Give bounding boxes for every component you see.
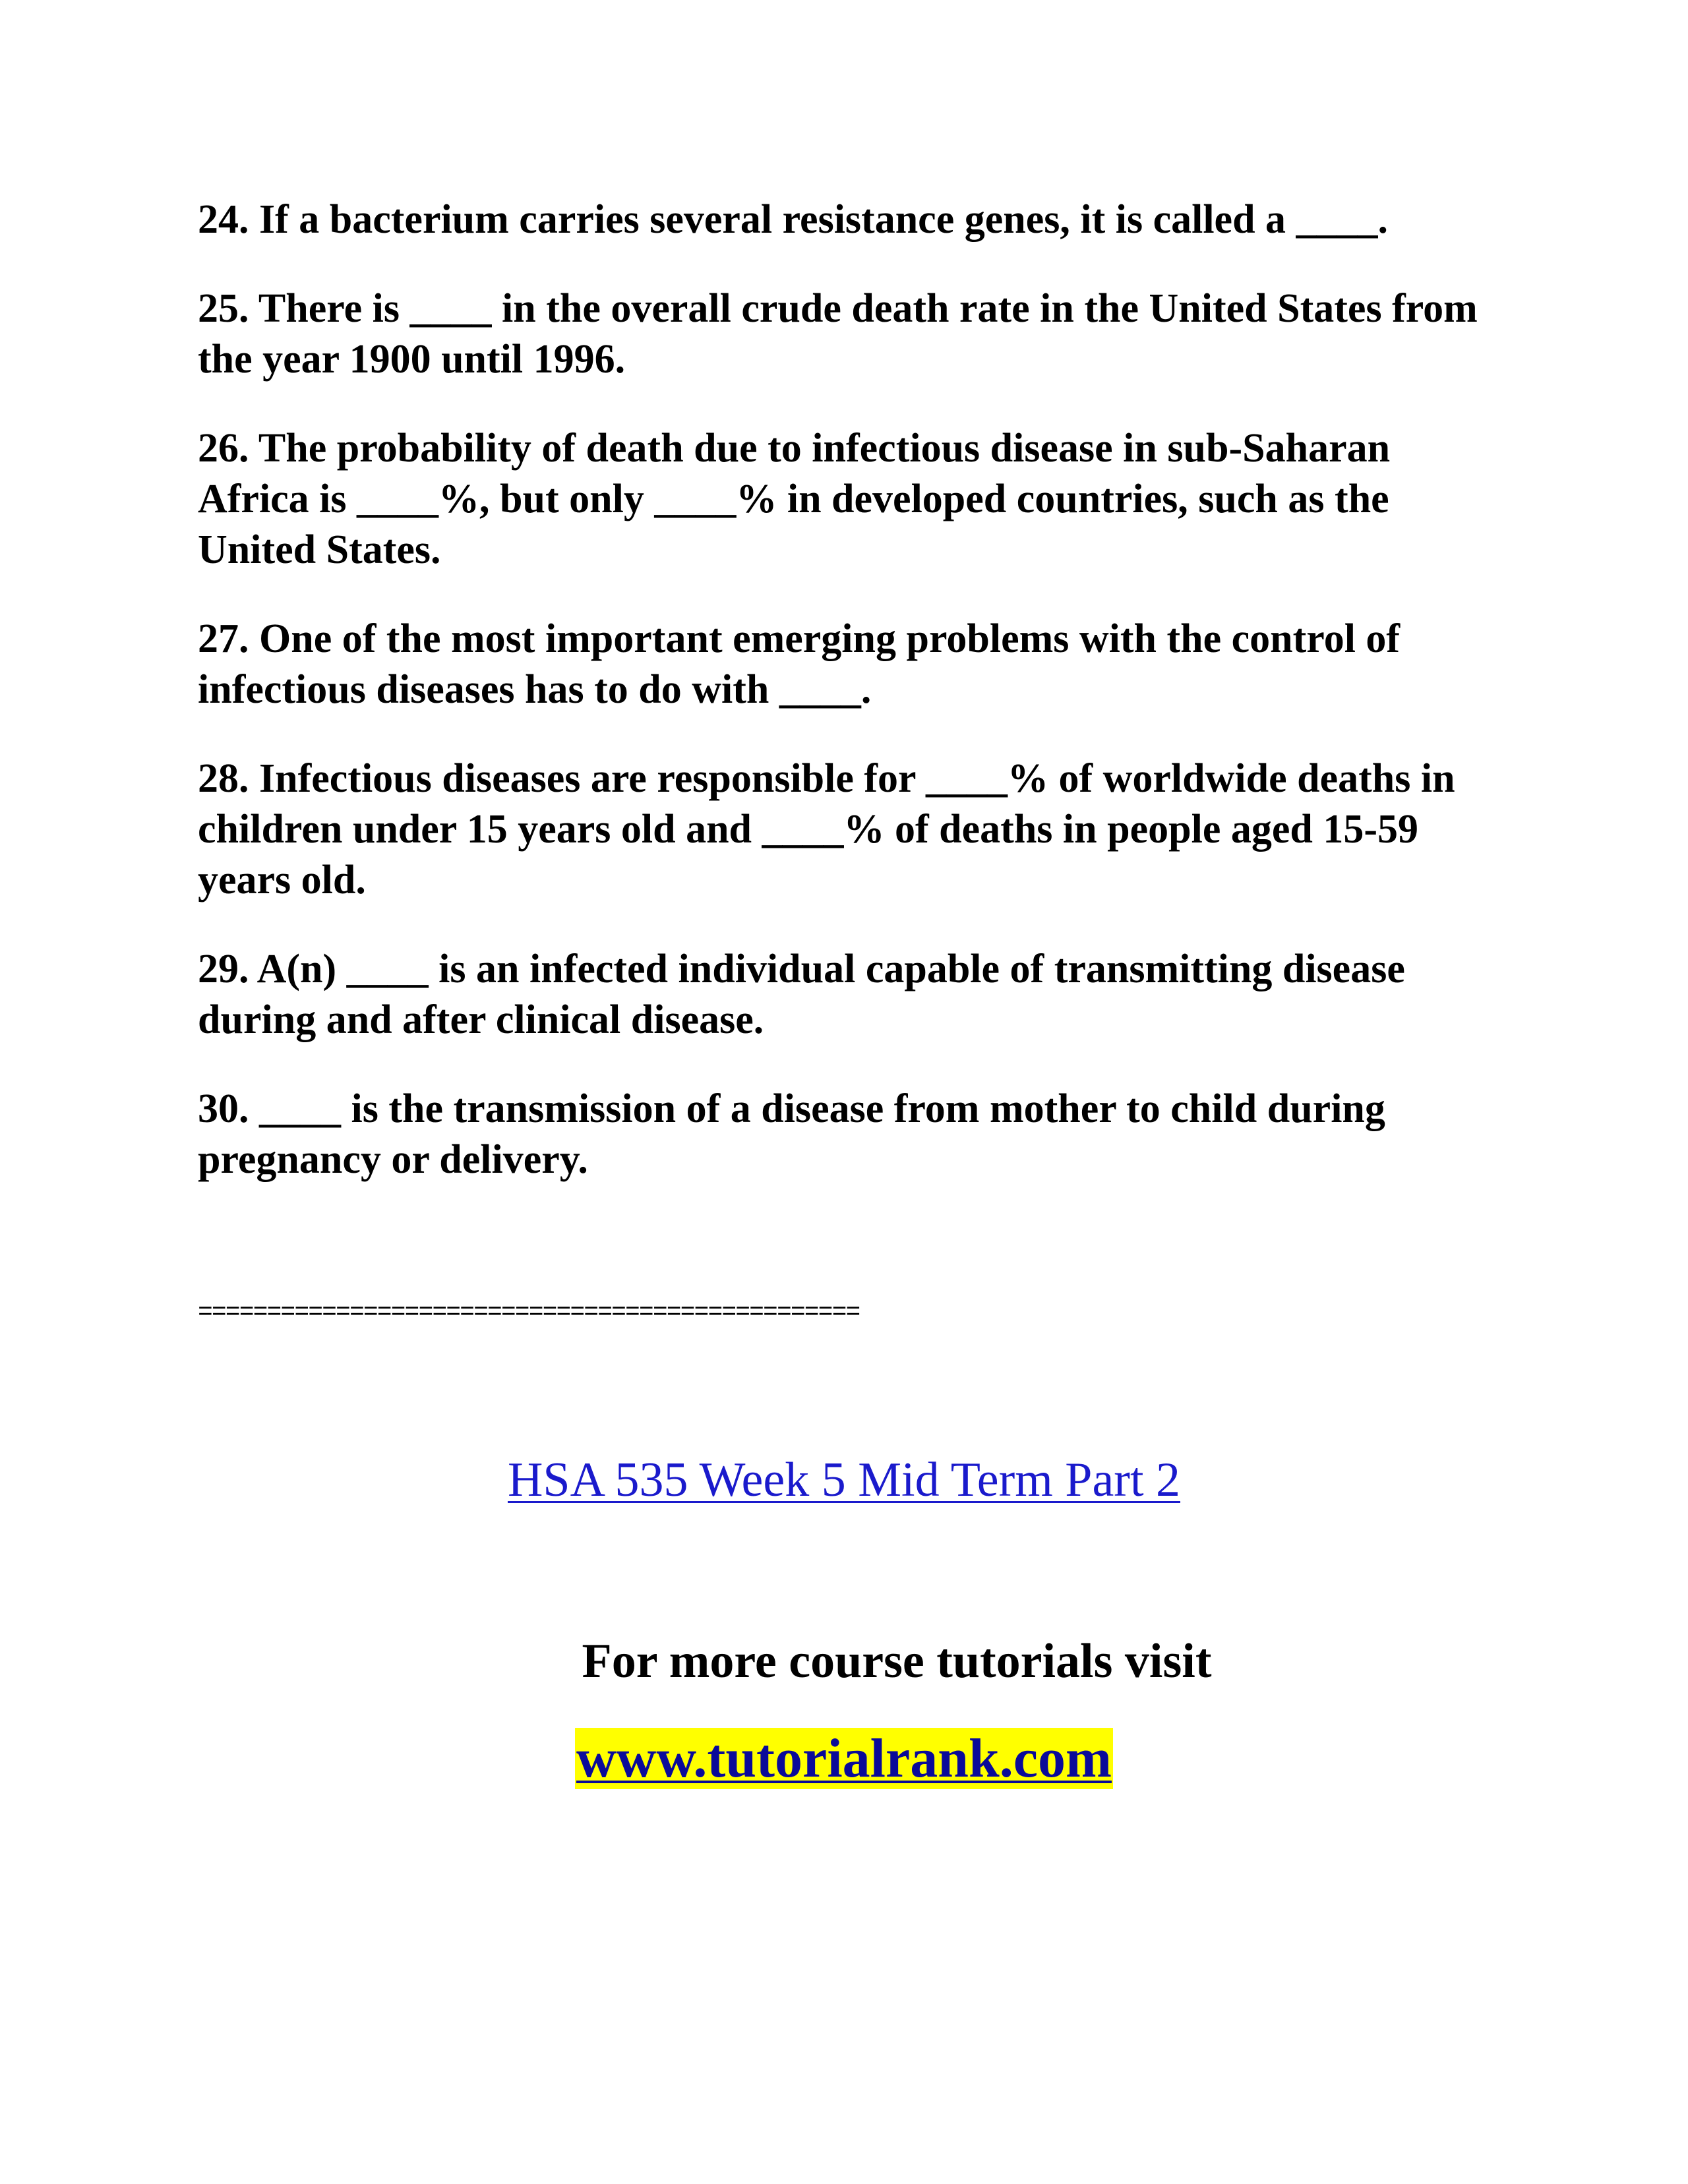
question-25: 25. There is ____ in the overall crude death rate in the United States from the year 1900 until 1996. bbox=[198, 286, 1488, 382]
question-27: 27. One of the most important emerging problems with the control of infectious diseases has to do with ____. bbox=[198, 616, 1410, 712]
question-list bbox=[198, 194, 1490, 1224]
question-28: 28. Infectious diseases are responsible for ____% of worldwide deaths in children under 15 years old and ____% of deaths in people aged 15-59 years old. bbox=[198, 756, 1466, 902]
question-24: 24. If a bacterium carries several resistance genes, it is called a ____. bbox=[198, 197, 1389, 242]
question-30: 30. ____ is the transmission of a disease from mother to child during pregnancy or delivery. bbox=[198, 1086, 1396, 1182]
website-link[interactable]: www.tutorialrank.com bbox=[576, 1728, 1112, 1789]
separator-line: ================================================ bbox=[198, 1299, 860, 1327]
question-26: 26. The probability of death due to infectious disease in sub-Saharan Africa is ____%, but only ____% in developed countries, such as the United States. bbox=[198, 426, 1400, 572]
promo-text: For more course tutorials visit bbox=[582, 1634, 1212, 1688]
website-container bbox=[0, 1726, 1688, 1792]
course-link-container bbox=[0, 1450, 1688, 1510]
question-29: 29. A(n) ____ is an infected individual capable of transmitting disease during and after clinical disease. bbox=[198, 947, 1416, 1042]
course-link[interactable]: HSA 535 Week 5 Mid Term Part 2 bbox=[507, 1453, 1181, 1507]
